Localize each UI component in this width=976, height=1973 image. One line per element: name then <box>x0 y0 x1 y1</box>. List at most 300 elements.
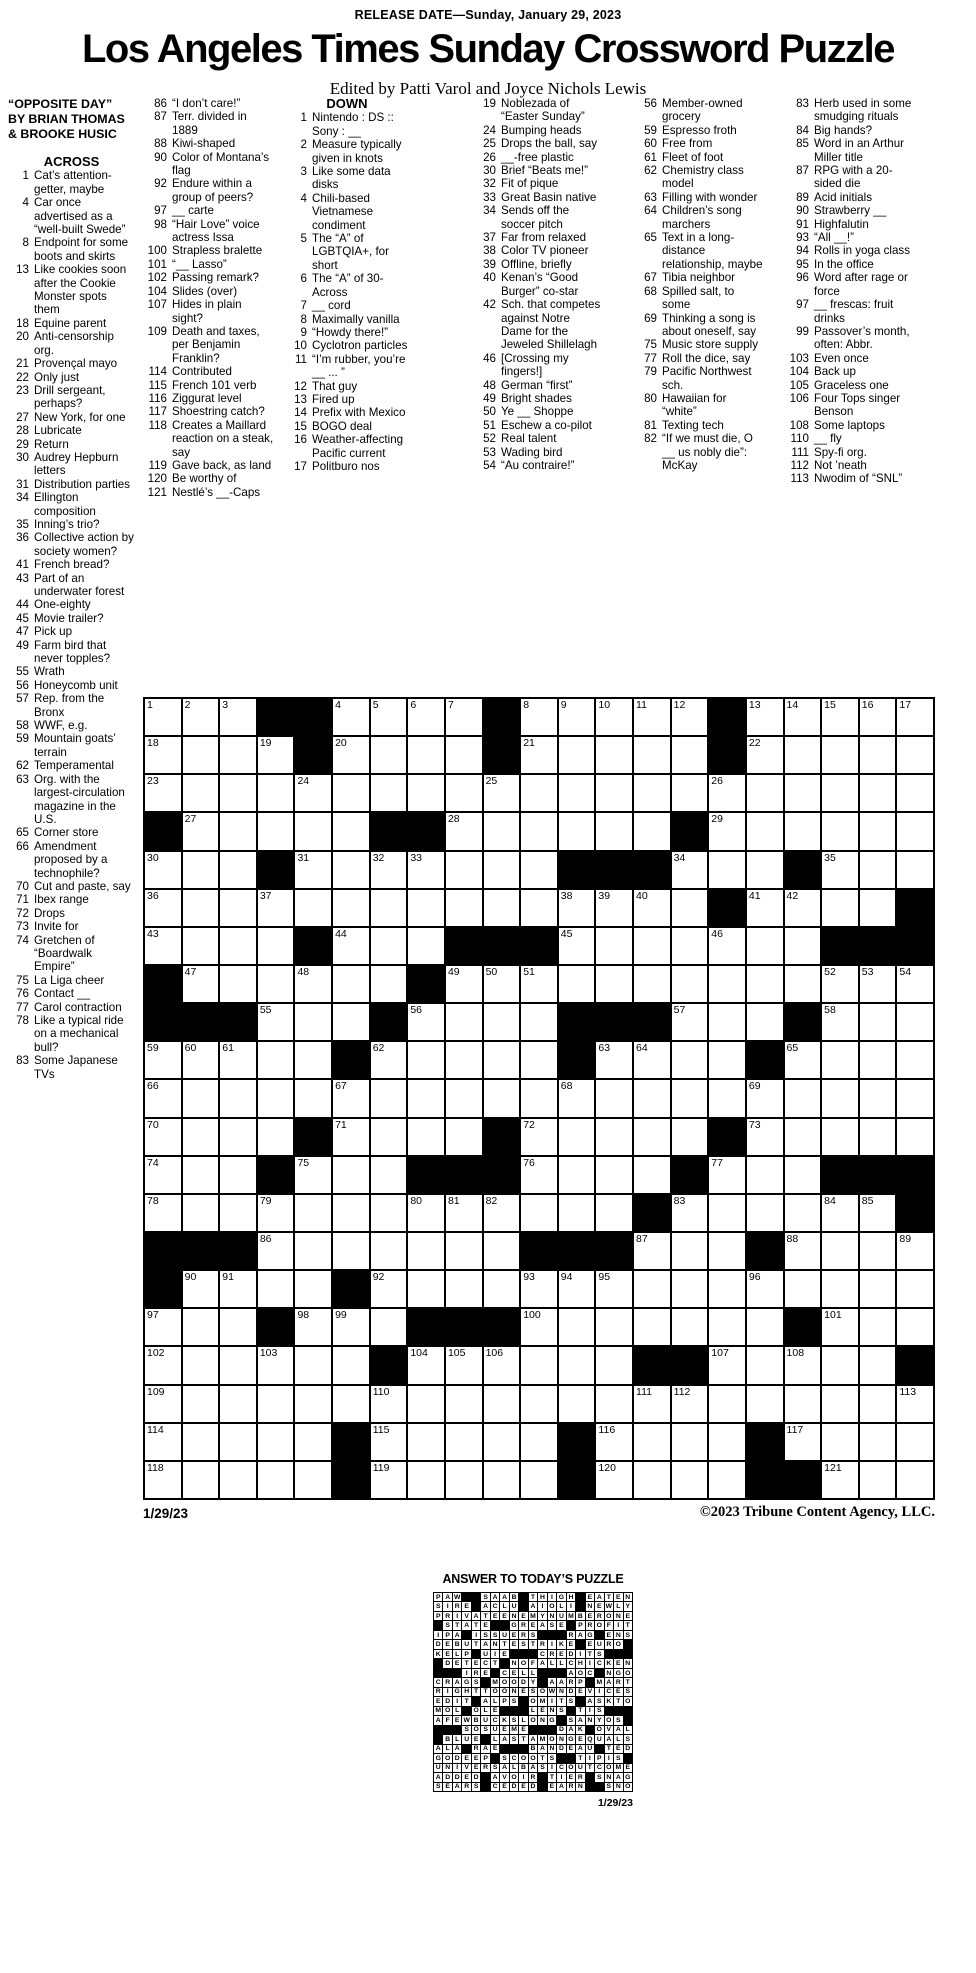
answer-cell: A <box>540 1660 545 1668</box>
grid-cell <box>333 699 369 735</box>
grid-cell <box>897 1119 933 1155</box>
grid-cell <box>295 966 331 1002</box>
grid-cell-black <box>897 1157 933 1193</box>
cell-number: 113 <box>899 1385 917 1398</box>
clue-item-across-35 <box>8 518 135 531</box>
answer-cell: O <box>520 1754 527 1762</box>
cell-number: 34 <box>673 851 686 864</box>
grid-cell <box>333 966 369 1002</box>
answer-cell: H <box>464 1688 470 1696</box>
grid-cell-black <box>672 1157 708 1193</box>
answer-cell: N <box>511 1612 517 1620</box>
grid-cell <box>860 1386 896 1422</box>
clue-number: 94 <box>796 244 809 258</box>
clue-item-across-20 <box>8 330 135 357</box>
answer-cell: A <box>435 1716 441 1724</box>
answer-cell: A <box>577 1716 583 1724</box>
answer-cell: E <box>473 1735 479 1743</box>
grid-cell <box>559 1271 595 1307</box>
answer-cell: T <box>624 1678 632 1686</box>
clue-text: Spilled salt, to some <box>662 284 735 312</box>
answer-cell: N <box>511 1688 517 1696</box>
grid-cell-black <box>747 1233 783 1269</box>
cell-number: 3 <box>222 699 229 711</box>
grid-cell <box>822 1271 858 1307</box>
answer-cell: P <box>435 1612 441 1620</box>
clue-item-down-6 <box>283 272 411 299</box>
answer-cell-black <box>538 1669 546 1677</box>
clue-number: 105 <box>789 378 809 392</box>
answer-cell: T <box>472 1621 480 1629</box>
clue-text: Ellington composition <box>34 491 96 518</box>
clue-number: 51 <box>483 418 496 432</box>
cell-number: 37 <box>259 889 272 902</box>
cell-number: 43 <box>147 927 159 940</box>
cell-number: 92 <box>372 1271 385 1284</box>
grid-cell <box>446 1386 482 1422</box>
clue-item-down-83 <box>785 97 920 124</box>
grid-cell <box>747 737 783 773</box>
answer-cell: O <box>625 1697 631 1705</box>
clue-number: 87 <box>154 110 167 124</box>
grid-cell <box>145 737 181 773</box>
answer-cell-black <box>538 1678 546 1686</box>
answer-cell: N <box>615 1631 621 1639</box>
clue-number: 63 <box>16 772 29 786</box>
answer-cell: A <box>473 1612 479 1620</box>
answer-cell: E <box>445 1783 450 1791</box>
clue-item-across-75 <box>8 974 135 987</box>
grid-cell <box>408 1233 444 1269</box>
grid-cell <box>559 775 595 811</box>
answer-cell: E <box>492 1612 498 1620</box>
cell-number: 53 <box>861 965 874 978</box>
clue-number: 8 <box>300 312 307 326</box>
grid-cell <box>860 1080 896 1116</box>
answer-cell: U <box>492 1726 498 1734</box>
grid-cell <box>446 1271 482 1307</box>
clue-number: 75 <box>16 973 29 987</box>
answer-cell: C <box>492 1603 498 1611</box>
cell-number: 119 <box>372 1461 390 1474</box>
grid-cell <box>183 1271 219 1307</box>
grid-cell <box>634 775 670 811</box>
clue-text: Four Tops singer Benson <box>814 391 901 419</box>
answer-cell-black <box>443 1726 451 1734</box>
clue-text: One-eighty <box>34 598 91 612</box>
grid-cell <box>333 852 369 888</box>
grid-cell <box>897 775 933 811</box>
clue-number: 104 <box>789 365 809 379</box>
grid-cell <box>258 928 294 964</box>
grid-cell <box>596 1080 632 1116</box>
clue-number: 27 <box>16 410 29 424</box>
grid-cell <box>709 1386 745 1422</box>
grid-cell <box>822 737 858 773</box>
clue-item-across-119 <box>143 459 275 472</box>
clue-item-across-77 <box>8 1001 135 1014</box>
clue-text: Fleet of foot <box>662 150 724 164</box>
clue-text: Thinking a song is about oneself, say <box>662 311 757 338</box>
answer-cell: E <box>483 1622 488 1630</box>
clue-item-down-48 <box>472 379 604 392</box>
grid-cell <box>785 1042 821 1078</box>
answer-cell: T <box>500 1640 508 1648</box>
answer-cell: P <box>435 1593 441 1601</box>
answer-cell: O <box>606 1764 612 1772</box>
answer-cell-black <box>548 1669 556 1677</box>
answer-cell: E <box>606 1631 612 1639</box>
answer-cell: P <box>597 1754 602 1762</box>
clue-item-across-18 <box>8 317 135 330</box>
grid-cell <box>145 890 181 926</box>
clue-text: Bumping heads <box>501 123 582 137</box>
answer-cell: D <box>454 1754 460 1762</box>
answer-cell-black <box>434 1726 442 1734</box>
grid-cell <box>709 1042 745 1078</box>
answer-cell-black <box>453 1726 461 1734</box>
grid-cell <box>747 1309 783 1345</box>
answer-cell-black <box>519 1697 527 1705</box>
grid-cell-black <box>596 1004 632 1040</box>
clue-item-down-65 <box>633 231 763 271</box>
grid-cell <box>183 1347 219 1383</box>
grid-cell <box>484 1195 520 1231</box>
answer-cell: O <box>606 1716 612 1724</box>
grid-cell-black <box>521 1233 557 1269</box>
answer-cell: A <box>596 1593 602 1601</box>
answer-cell-black <box>557 1716 565 1724</box>
clue-text: Free from <box>662 137 713 151</box>
answer-cell: C <box>587 1669 593 1677</box>
clue-text: Prefix with Mexico <box>312 406 406 420</box>
grid-cell <box>295 1462 331 1498</box>
grid-cell <box>897 1271 933 1307</box>
answer-cell: S <box>606 1783 612 1791</box>
clue-text: New York, for one <box>34 410 126 424</box>
answer-cell: R <box>596 1612 602 1620</box>
answer-cell-black <box>500 1707 508 1715</box>
cell-number: 96 <box>748 1271 761 1284</box>
clue-text: Some laptops <box>814 418 885 432</box>
clue-item-down-60 <box>633 137 763 150</box>
grid-cell <box>596 1462 632 1498</box>
answer-cell-black <box>595 1745 603 1753</box>
answer-cell: D <box>568 1650 574 1658</box>
answer-cell: F <box>605 1621 613 1629</box>
grid-cell <box>709 1271 745 1307</box>
grid-cell <box>822 1080 858 1116</box>
grid-cell <box>747 1195 783 1231</box>
clue-text: Measure typically given in knots <box>312 138 402 165</box>
answer-cell: L <box>557 1659 565 1667</box>
grid-cell-black <box>559 1424 595 1460</box>
grid-cell <box>822 966 858 1002</box>
grid-cell <box>258 1424 294 1460</box>
answer-cell: I <box>614 1621 622 1629</box>
grid-cell <box>860 1042 896 1078</box>
grid-cell <box>747 1080 783 1116</box>
grid-cell <box>860 775 896 811</box>
clue-text: Real talent <box>501 432 557 446</box>
clue-text: That guy <box>312 379 358 393</box>
grid-cell <box>709 966 745 1002</box>
grid-cell <box>709 1195 745 1231</box>
grid-cell <box>559 1080 595 1116</box>
answer-cell: C <box>596 1660 602 1668</box>
clue-number: 95 <box>796 257 809 271</box>
answer-cell: M <box>435 1707 442 1715</box>
answer-cell-black <box>519 1650 527 1658</box>
answer-cell: S <box>435 1783 441 1791</box>
grid-cell <box>559 1195 595 1231</box>
grid-cell <box>747 890 783 926</box>
grid-cell <box>333 1233 369 1269</box>
cell-number: 115 <box>372 1423 390 1436</box>
answer-cell: E <box>559 1650 564 1658</box>
clue-number: 97 <box>154 204 167 218</box>
grid-cell-black <box>672 1347 708 1383</box>
grid-cell <box>220 1424 256 1460</box>
clue-text: Like a typical ride on a mechanical bull? <box>34 1014 124 1054</box>
grid-cell <box>596 1042 632 1078</box>
answer-cell: R <box>473 1745 479 1753</box>
answer-cell: O <box>568 1764 574 1772</box>
answer-cell-black <box>557 1669 565 1677</box>
grid-cell <box>446 1042 482 1078</box>
grid-cell <box>484 1042 520 1078</box>
answer-cell: A <box>454 1783 460 1791</box>
answer-cell: C <box>502 1669 508 1677</box>
clue-number: 59 <box>16 732 29 746</box>
grid-cell <box>183 1195 219 1231</box>
answer-cell: U <box>502 1631 508 1639</box>
clue-number: 13 <box>16 263 29 277</box>
cell-number: 84 <box>824 1194 836 1207</box>
grid-cell <box>897 966 933 1002</box>
answer-cell: N <box>577 1783 583 1791</box>
cell-number: 49 <box>447 965 460 978</box>
clue-number: 107 <box>147 298 167 312</box>
answer-cell: E <box>587 1593 593 1601</box>
clue-item-across-34 <box>8 491 135 518</box>
cell-number: 93 <box>523 1271 535 1284</box>
answer-cell: S <box>597 1773 602 1781</box>
clue-number: 53 <box>483 445 496 459</box>
grid-cell <box>521 1309 557 1345</box>
grid-cell <box>484 1424 520 1460</box>
answer-cell: E <box>521 1612 526 1620</box>
clue-number: 39 <box>483 257 496 271</box>
grid-cell <box>634 1042 670 1078</box>
clue-text: __ carte <box>172 204 214 218</box>
cell-number: 21 <box>523 737 535 750</box>
clue-text: Corner store <box>34 826 99 840</box>
clue-item-down-77 <box>633 352 763 365</box>
grid-cell <box>371 1042 407 1078</box>
clue-text: Color of Montana’s flag <box>172 150 270 178</box>
clue-item-down-80 <box>633 392 763 419</box>
cell-number: 8 <box>523 699 530 711</box>
clue-item-across-78 <box>8 1014 135 1054</box>
clue-number: 13 <box>294 392 307 406</box>
answer-cell: E <box>521 1783 526 1791</box>
answer-cell: E <box>483 1669 488 1677</box>
answer-cell: R <box>549 1650 555 1658</box>
clue-text: Equine parent <box>34 316 107 330</box>
cell-number: 80 <box>410 1194 423 1207</box>
grid-cell <box>371 890 407 926</box>
grid-cell <box>484 1386 520 1422</box>
cell-number: 47 <box>184 965 197 978</box>
clue-number: 70 <box>16 879 29 893</box>
grid-cell-black <box>484 737 520 773</box>
clue-number: 111 <box>791 445 809 459</box>
answer-cell: A <box>492 1593 498 1601</box>
answer-cell: E <box>540 1707 545 1715</box>
grid-cell <box>333 1386 369 1422</box>
clue-number: 71 <box>16 893 29 907</box>
answer-cell-black <box>510 1707 518 1715</box>
answer-cell: A <box>587 1697 593 1705</box>
answer-cell: A <box>435 1745 441 1753</box>
grid-cell <box>145 775 181 811</box>
answer-cell-black <box>500 1621 508 1629</box>
clue-item-across-74 <box>8 934 135 974</box>
answer-cell: O <box>596 1622 602 1630</box>
clue-item-down-59 <box>633 124 763 137</box>
answer-cell-black <box>434 1659 442 1667</box>
clue-text: “I don’t care!” <box>172 97 241 110</box>
answer-cell: L <box>519 1669 527 1677</box>
clue-number: 120 <box>147 472 167 486</box>
cell-number: 41 <box>748 889 761 902</box>
grid-cell <box>596 1347 632 1383</box>
answer-cell: N <box>558 1735 564 1743</box>
grid-cell <box>183 1119 219 1155</box>
clue-item-down-112 <box>785 459 920 472</box>
answer-cell: S <box>625 1735 631 1743</box>
clue-number: 24 <box>483 123 496 137</box>
clue-number: 85 <box>796 137 809 151</box>
cell-number: 52 <box>824 965 836 978</box>
answer-cell: D <box>445 1697 451 1705</box>
down-header: DOWN <box>326 96 368 111</box>
clue-item-down-51 <box>472 419 604 432</box>
clue-text: Mountain goats’ terrain <box>34 732 116 759</box>
clue-text: Roll the dice, say <box>662 351 751 365</box>
cell-number: 67 <box>335 1080 347 1093</box>
answer-cell: A <box>454 1631 460 1639</box>
cell-number: 61 <box>222 1042 234 1055</box>
answer-cell: E <box>568 1745 574 1753</box>
grid-cell-black <box>897 1347 933 1383</box>
answer-cell: E <box>445 1641 450 1649</box>
clue-text: Creates a Maillard reaction on a steak, say <box>172 418 274 459</box>
grid-cell <box>446 813 482 849</box>
answer-cell: N <box>625 1593 631 1601</box>
answer-cell-black <box>538 1783 546 1791</box>
clue-item-across-36 <box>8 531 135 558</box>
clue-text: Wading bird <box>501 445 563 459</box>
clue-number: 28 <box>16 424 29 438</box>
grid-cell <box>822 1233 858 1269</box>
clue-item-down-33 <box>472 191 604 204</box>
clue-text: Herb used in some smudging rituals <box>814 97 912 124</box>
answer-cell: D <box>558 1726 564 1734</box>
grid-cell <box>897 699 933 735</box>
answer-cell: N <box>445 1764 451 1772</box>
grid-cell <box>484 966 520 1002</box>
clue-column-1 <box>8 97 135 1081</box>
clue-number: 117 <box>148 405 167 419</box>
cell-number: 58 <box>824 1004 836 1017</box>
grid-cell <box>484 775 520 811</box>
clue-item-across-97 <box>143 204 275 217</box>
grid-cell <box>521 813 557 849</box>
clue-item-down-67 <box>633 271 763 284</box>
answer-cell-black <box>491 1669 499 1677</box>
clue-item-across-56 <box>8 679 135 692</box>
answer-cell-black <box>519 1745 527 1753</box>
clue-item-down-2 <box>283 138 411 165</box>
answer-cell-black <box>624 1716 632 1724</box>
cell-number: 117 <box>786 1423 804 1436</box>
grid-cell-black <box>747 1042 783 1078</box>
grid-cell <box>220 1119 256 1155</box>
grid-cell <box>785 1271 821 1307</box>
grid-cell-black <box>145 1271 181 1307</box>
cell-number: 102 <box>147 1347 165 1360</box>
clue-text: Great Basin native <box>501 190 597 204</box>
grid-cell <box>295 1004 331 1040</box>
cell-number: 72 <box>523 1118 535 1131</box>
answer-cell: A <box>502 1764 508 1772</box>
cell-number: 88 <box>786 1232 799 1245</box>
answer-cell: O <box>520 1660 527 1668</box>
grid-cell <box>897 1004 933 1040</box>
answer-cell: U <box>483 1716 489 1724</box>
clue-item-down-10 <box>283 339 411 352</box>
clue-text: Collective action by society women? <box>34 531 134 558</box>
clue-text: French 101 verb <box>172 378 257 392</box>
clue-item-down-68 <box>633 285 763 312</box>
grid-cell <box>408 775 444 811</box>
answer-cell: U <box>511 1603 517 1611</box>
grid-cell <box>672 1462 708 1498</box>
answer-cell: I <box>548 1697 556 1705</box>
grid-cell <box>183 966 219 1002</box>
clue-item-down-7 <box>283 299 411 312</box>
answer-cell: T <box>605 1593 613 1601</box>
grid-cell <box>709 1157 745 1193</box>
page-title: Los Angeles Times Sunday Crossword Puzzle <box>81 27 895 71</box>
clue-number: 44 <box>16 598 29 612</box>
grid-cell <box>295 1386 331 1422</box>
grid-cell <box>596 966 632 1002</box>
clue-item-across-44 <box>8 598 135 611</box>
answer-cell: A <box>615 1726 621 1734</box>
grid-cell <box>747 852 783 888</box>
grid-cell <box>672 1271 708 1307</box>
clue-number: 56 <box>644 97 657 110</box>
grid-cell-black <box>559 1042 595 1078</box>
clue-number: 83 <box>16 1054 29 1068</box>
answer-cell: C <box>483 1660 489 1668</box>
answer-cell: A <box>558 1679 564 1687</box>
answer-cell: R <box>454 1603 460 1611</box>
answer-cell: E <box>454 1716 460 1724</box>
